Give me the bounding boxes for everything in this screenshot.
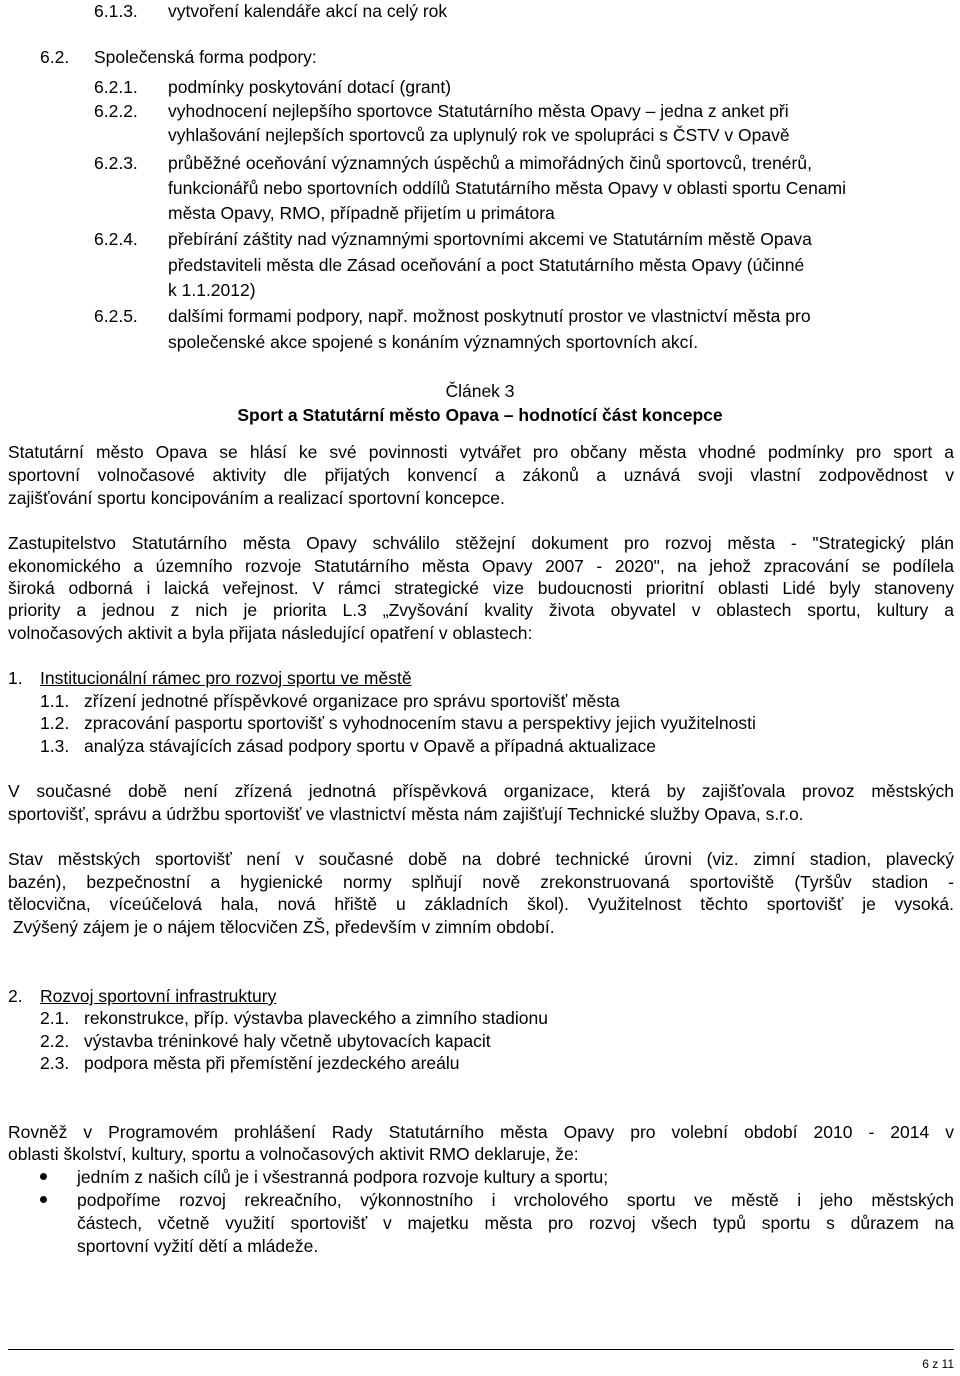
paragraph-line: oblasti školství, kultury, sportu a volnočasových aktivit RMO deklaruje, že:	[8, 1144, 579, 1164]
paragraph-line: tělocvična, víceúčelová hala, nová hřiště u základních škol). Využitelnost těchto sportovišť je vysoká.	[8, 894, 954, 914]
paragraph-line: priority a jednou z nich je priorita L.3 „Zvyšování kvality života obyvatel v oblastech sportu, kultury a	[8, 600, 954, 620]
list-item: výstavba tréninkové haly včetně ubytovacích kapacit	[84, 1031, 491, 1051]
paragraph-line: Statutární město Opava se hlásí ke své povinnosti vytvářet pro občany města vhodné podmínky pro sport a	[8, 442, 954, 462]
item-number: 6.2.5.	[94, 306, 138, 326]
list-item-number: 1.3.	[40, 736, 70, 756]
paragraph-line: Stav městských sportovišť není v současné době na dobré technické úrovni (viz. zimní stadion, plavecký	[8, 849, 954, 869]
bullet-icon	[40, 1173, 47, 1180]
paragraph-line: Zastupitelstvo Statutárního města Opavy schválilo stěžejní dokument pro rozvoj města - "Strategický plán	[8, 533, 954, 553]
list-heading: Rozvoj sportovní infrastruktury	[40, 986, 277, 1006]
paragraph-line: široká odborná i laická veřejnost. V rámci strategické vize budoucnosti prioritní oblasti Lidé byly stanoveny	[8, 578, 954, 598]
page-number: 6 z 11	[922, 1357, 954, 1371]
list-item: zpracování pasportu sportovišť s vyhodnocením stavu a perspektivy jejich využitelnosti	[84, 713, 756, 733]
item-text: společenské akce spojené s konáním významných sportovních akcí.	[168, 332, 699, 352]
item-text: města Opavy, RMO, případně přijetím u primátora	[168, 203, 555, 223]
item-text: představiteli města dle Zásad oceňování a poct Statutárního města Opavy (účinné	[168, 255, 805, 275]
item-text: vyhodnocení nejlepšího sportovce Statutárního města Opavy – jedna z anket při	[168, 101, 789, 121]
item-text: průběžné oceňování významných úspěchů a mimořádných činů sportovců, trenérů,	[168, 153, 812, 173]
bullet-item: sportovní vyžití dětí a mládeže.	[77, 1236, 319, 1256]
paragraph-line: ekonomického a územního rozvoje Statutárního města Opavy 2007 - 2020", na jehož zpracování se podílela	[8, 556, 954, 576]
item-text: funkcionářů nebo sportovních oddílů Statutárního města Opavy v oblasti sportu Cenami	[168, 178, 847, 198]
paragraph-line: V současné době není zřízená jednotná příspěvková organizace, která by zajišťovala provoz městských	[8, 781, 954, 801]
list-item-number: 2.2.	[40, 1031, 70, 1051]
list-number: 2.	[8, 986, 23, 1006]
bullet-item: částech, včetně využití sportovišť v majetku města pro rozvoj všech typů sportu s důrazem na	[77, 1213, 954, 1233]
bullet-item: podpoříme rozvoj rekreačního, výkonnostního i vrcholového sportu ve městě i jeho městských	[77, 1190, 954, 1210]
bullet-icon	[40, 1196, 47, 1203]
list-item: analýza stávajících zásad podpory sportu v Opavě a případná aktualizace	[84, 736, 657, 756]
item-text: podmínky poskytování dotací (grant)	[168, 77, 452, 97]
bullet-item: jedním z našich cílů je i všestranná podpora rozvoje kultury a sportu;	[77, 1167, 609, 1187]
section-heading: Společenská forma podpory:	[94, 47, 317, 67]
item-text: přebírání záštity nad významnými sportovními akcemi ve Statutárním městě Opava	[168, 229, 812, 249]
paragraph-line: Rovněž v Programovém prohlášení Rady Statutárního města Opavy pro volební období 2010 - 2014 v	[8, 1122, 954, 1142]
paragraph-line: bazén), bezpečnostní a hygienické normy splňují nově zrekonstruovaná sportoviště (Tyršův stadion -	[8, 872, 954, 892]
paragraph-line: sportovišť, správu a údržbu sportovišť ve vlastnictví města nám zajišťují Technické služby Opava, s.r.o.	[8, 804, 804, 824]
list-item-number: 1.2.	[40, 713, 70, 733]
item-text: dalšími formami podpory, např. možnost poskytnutí prostor ve vlastnictví města pro	[168, 306, 811, 326]
item-number: 6.2.3.	[94, 153, 138, 173]
item-text: vytvoření kalendáře akcí na celý rok	[168, 1, 448, 21]
item-text: vyhlašování nejlepších sportovců za uplynulý rok ve spolupráci s ČSTV v Opavě	[168, 125, 790, 145]
list-item-number: 2.3.	[40, 1053, 70, 1073]
footer-divider	[8, 1349, 954, 1350]
paragraph-line: sportovní volnočasové aktivity dle přijatých konvencí a zákonů a uznává svoji vlastní zodpovědnost v	[8, 465, 954, 485]
list-item: zřízení jednotné příspěvkové organizace pro správu sportovišť města	[84, 691, 620, 711]
item-number: 6.1.3.	[94, 1, 138, 21]
paragraph-line: Zvýšený zájem je o nájem tělocvičen ZŠ, především v zimním období.	[8, 917, 555, 937]
list-heading: Institucionální rámec pro rozvoj sportu ve městě	[40, 668, 412, 688]
list-item: rekonstrukce, příp. výstavba plaveckého a zimního stadionu	[84, 1008, 548, 1028]
section-number: 6.2.	[40, 47, 70, 67]
article-number: Článek 3	[445, 381, 515, 401]
paragraph-line: zajišťování sportu koncipováním a realizací sportovní koncepce.	[8, 488, 505, 508]
item-number: 6.2.1.	[94, 77, 138, 97]
paragraph-line: volnočasových aktivit a byla přijata následující opatření v oblastech:	[8, 623, 533, 643]
list-number: 1.	[8, 668, 23, 688]
item-number: 6.2.4.	[94, 229, 138, 249]
list-item-number: 2.1.	[40, 1008, 70, 1028]
list-item-number: 1.1.	[40, 691, 70, 711]
item-number: 6.2.2.	[94, 101, 138, 121]
list-item: podpora města při přemístění jezdeckého areálu	[84, 1053, 460, 1073]
item-text: k 1.1.2012)	[168, 280, 256, 300]
article-title: Sport a Statutární město Opava – hodnotící část koncepce	[237, 405, 723, 425]
